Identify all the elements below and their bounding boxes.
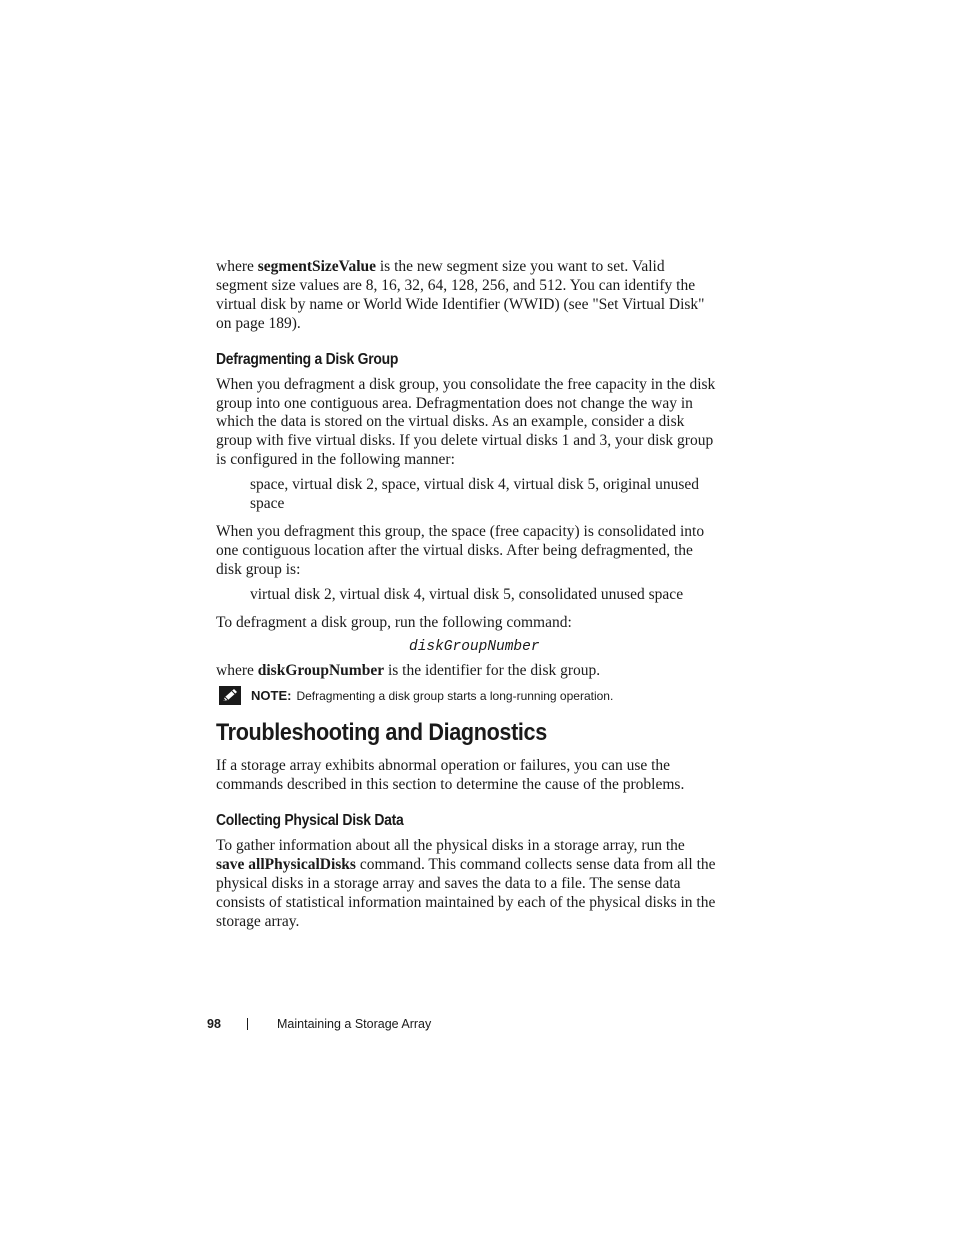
collecting-text-start: To gather information about all the physical disks in a storage array, run the [216,837,685,855]
intro-text-start: where [216,258,258,275]
defrag-where-paragraph [216,662,716,681]
footer-divider [247,1018,248,1030]
collecting-term: save allPhysicalDisks [216,856,356,874]
intro-term: segmentSizeValue [257,258,376,275]
intro-text-end: is the new segment size you want to set. Valid segment size values are 8, 16, 32, 64, 128, 256, and 512. You can identify the virtual disk by name or World Wide Identifier (WWID) (see "Set Virtual Disk" on page 189). [216,258,705,332]
note-pencil-icon [219,686,241,705]
where-term: diskGroupNumber [257,661,385,679]
intro-paragraph [216,258,716,334]
defrag-heading: Defragmenting a Disk Group [216,350,399,368]
defrag-paragraph-1: When you defragment a disk group, you consolidate the free capacity in the disk group into one contiguous area. Defragmentation does not change the way in which the data is stored on the virtual disks. As an example, consider a disk group with five virtual disks. If you delete virtual disks 1 and 3, your disk group is configured in the following manner: [216,375,716,469]
page-content [216,258,716,932]
where-text-end: is the identifier for the disk group. [384,661,601,679]
note-box [216,686,716,705]
note-label: NOTE: [251,687,292,703]
page-number: 98 [207,1017,221,1031]
collecting-heading: Collecting Physical Disk Data [216,812,404,830]
troubleshooting-paragraph: If a storage array exhibits abnormal operation or failures, you can use the commands described in this section to determine the cause of the problems. [216,757,685,794]
defrag-paragraph-3: To defragment a disk group, run the following command: [216,613,572,631]
note-text: Defragmenting a disk group starts a long-running operation. [296,688,614,703]
defrag-example-before: space, virtual disk 2, space, virtual disk 4, virtual disk 5, original unused space [250,476,699,513]
page-footer [207,1016,431,1032]
defrag-command: diskGroupNumber [409,638,540,655]
collecting-text-end: command. This command collects sense data from all the physical disks in a storage array and saves the data to a file. The sense data consists of statistical information maintained by each of the physical disks in the storage array. [216,856,716,930]
footer-section-title: Maintaining a Storage Array [277,1017,432,1031]
where-text-start: where [216,661,258,679]
defrag-paragraph-2: When you defragment this group, the space (free capacity) is consolidated into one contiguous location after the virtual disks. After being defragmented, the disk group is: [216,522,705,578]
collecting-paragraph [216,837,716,932]
defrag-example-after: virtual disk 2, virtual disk 4, virtual disk 5, consolidated unused space [250,585,684,603]
troubleshooting-heading: Troubleshooting and Diagnostics [216,719,547,747]
